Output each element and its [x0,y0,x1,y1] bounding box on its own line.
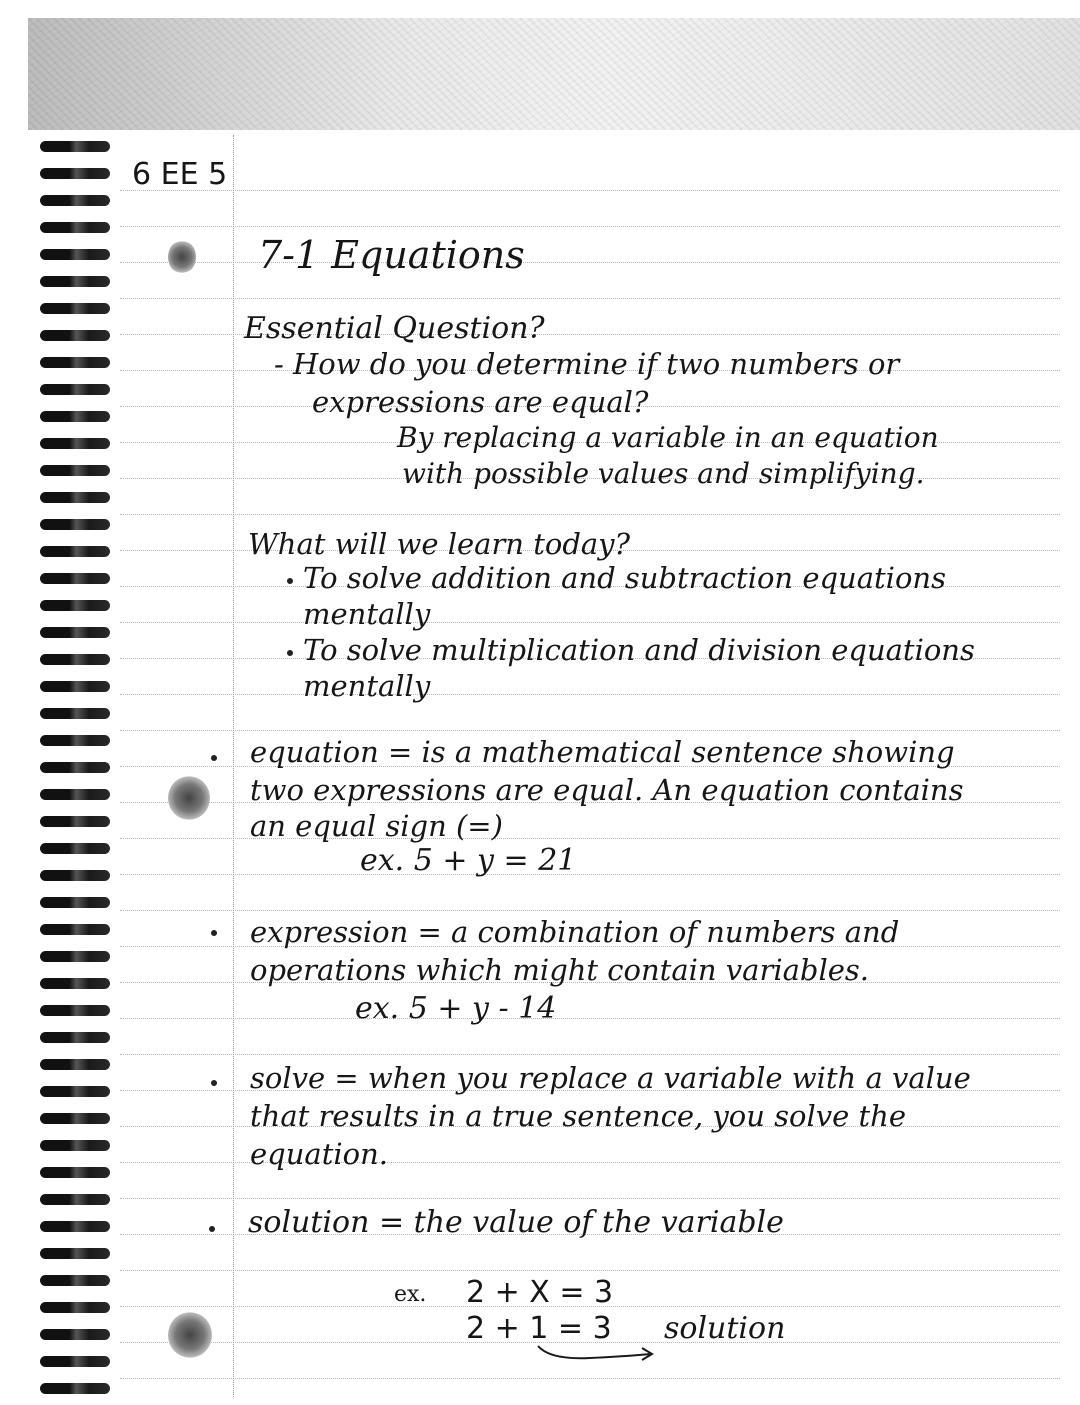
spiral-ring [40,195,110,206]
spiral-hole [76,775,91,784]
spiral-hole [76,1315,91,1324]
solution-example-label: ex. [394,1282,427,1307]
spiral-hole [76,1234,91,1243]
spiral-hole [76,289,91,298]
ruled-line [120,226,1060,227]
spiral-ring [40,735,110,746]
spiral-ring [40,411,110,422]
spiral-ring [40,762,110,773]
spiral-hole [76,505,91,514]
spiral-hole [76,235,91,244]
solution-example-line: 2 + X = 3 [466,1275,614,1310]
spiral-hole [76,559,91,568]
spiral-ring [40,276,110,287]
spiral-ring [40,1086,110,1097]
spiral-hole [76,1126,91,1135]
spiral-ring [40,1356,110,1367]
learn-heading: What will we learn today? [248,527,631,561]
learn-item-line: To solve multiplication and division equations [303,633,975,667]
spiral-hole [76,640,91,649]
spiral-hole [76,316,91,325]
hole-punch-mark [168,1312,212,1358]
spiral-ring [40,222,110,233]
spiral-ring [40,1140,110,1151]
spiral-ring [40,924,110,935]
spiral-hole [76,802,91,811]
spiral-hole [76,748,91,757]
spiral-ring [40,1248,110,1259]
equation-definition-line: two expressions are equal. An equation contains [250,773,964,807]
bullet [211,1080,217,1086]
hole-punch-mark [168,776,210,820]
spiral-hole [76,181,91,190]
spiral-hole [76,1072,91,1081]
spiral-hole [76,586,91,595]
essential-question-line: expressions are equal? [312,385,649,419]
spiral-hole [76,532,91,541]
spiral-ring [40,1194,110,1205]
spiral-hole [76,1099,91,1108]
spiral-hole [76,910,91,919]
expression-example: ex. 5 + y - 14 [355,991,557,1026]
spiral-hole [76,1153,91,1162]
ruled-line [120,514,1060,515]
spiral-ring [40,303,110,314]
expression-definition-line: operations which might contain variables. [250,953,869,987]
spiral-ring [40,600,110,611]
spiral-ring [40,519,110,530]
bullet [287,578,293,584]
spiral-hole [76,856,91,865]
spiral-ring [40,1302,110,1313]
ruled-line [120,298,1060,299]
spiral-hole [76,478,91,487]
spiral-hole [76,937,91,946]
spiral-ring [40,573,110,584]
spiral-ring [40,1383,110,1394]
spiral-hole [76,1180,91,1189]
ruled-line [120,910,1060,911]
solution-example-line: 2 + 1 = 3 [466,1311,612,1346]
learn-item-line: mentally [303,597,431,631]
ruled-line [120,190,1060,191]
spiral-ring [40,1032,110,1043]
spiral-ring [40,384,110,395]
margin-line [233,135,234,1397]
spiral-binding [36,135,116,1397]
spiral-hole [76,262,91,271]
ruled-line [120,1378,1060,1379]
spiral-hole [76,883,91,892]
ruled-line [120,730,1060,731]
spiral-hole [76,343,91,352]
solve-definition-line: that results in a true sentence, you solve the [250,1099,907,1133]
ruled-line [120,1270,1060,1271]
spiral-ring [40,978,110,989]
spiral-hole [76,424,91,433]
spiral-hole [76,397,91,406]
bullet [287,650,293,656]
spiral-hole [76,1342,91,1351]
ruled-line [120,1198,1060,1199]
spiral-hole [76,370,91,379]
spiral-ring [40,465,110,476]
ruled-line [120,874,1060,875]
solution-annotation: solution [664,1311,786,1346]
spiral-hole [76,154,91,163]
spiral-ring [40,492,110,503]
spiral-hole [76,829,91,838]
spiral-hole [76,613,91,622]
spiral-ring [40,168,110,179]
expression-definition-line: expression = a combination of numbers and [250,915,900,949]
solution-definition-line: solution = the value of the variable [248,1205,784,1240]
spiral-ring [40,546,110,557]
solve-definition-line: equation. [250,1137,388,1171]
spiral-ring [40,438,110,449]
spiral-hole [76,694,91,703]
equation-example: ex. 5 + y = 21 [360,843,577,878]
spiral-ring [40,951,110,962]
essential-question-heading: Essential Question? [244,311,545,346]
scan-shadow [28,18,1080,130]
spiral-hole [76,1261,91,1270]
spiral-ring [40,843,110,854]
bullet [209,1226,215,1232]
spiral-hole [76,451,91,460]
spiral-ring [40,1329,110,1340]
spiral-ring [40,870,110,881]
spiral-hole [76,1018,91,1027]
essential-answer-line: By replacing a variable in an equation [397,421,939,454]
essential-answer-line: with possible values and simplifying. [402,457,925,490]
arrow-icon [530,1342,660,1366]
spiral-ring [40,789,110,800]
spiral-ring [40,357,110,368]
page-title: 7-1 Equations [258,233,525,277]
hole-punch-mark [168,240,196,274]
spiral-hole [76,1207,91,1216]
spiral-hole [76,1045,91,1054]
bullet [211,755,217,761]
equation-definition-line: equation = is a mathematical sentence showing [250,735,955,769]
spiral-ring [40,1167,110,1178]
spiral-ring [40,1059,110,1070]
page-header-code: 6 EE 5 [132,157,228,192]
spiral-hole [76,1396,91,1405]
spiral-ring [40,816,110,827]
spiral-ring [40,681,110,692]
ruled-line [120,694,1060,695]
spiral-ring [40,654,110,665]
spiral-hole [76,1369,91,1378]
spiral-ring [40,897,110,908]
equation-definition-line: an equal sign (=) [250,809,503,843]
spiral-hole [76,991,91,1000]
solve-definition-line: solve = when you replace a variable with a value [250,1061,971,1095]
spiral-ring [40,1221,110,1232]
spiral-ring [40,330,110,341]
spiral-ring [40,708,110,719]
spiral-ring [40,1275,110,1286]
spiral-ring [40,141,110,152]
essential-question-line: - How do you determine if two numbers or [274,347,900,381]
spiral-ring [40,249,110,260]
learn-item-line: mentally [303,669,431,703]
bullet [211,930,217,936]
ruled-line [120,1018,1060,1019]
spiral-hole [76,964,91,973]
spiral-ring [40,1113,110,1124]
ruled-line [120,1054,1060,1055]
ruled-line [120,622,1060,623]
spiral-hole [76,667,91,676]
spiral-hole [76,1288,91,1297]
learn-item-line: To solve addition and subtraction equations [303,561,946,595]
spiral-ring [40,1005,110,1016]
spiral-ring [40,627,110,638]
spiral-hole [76,208,91,217]
spiral-hole [76,721,91,730]
